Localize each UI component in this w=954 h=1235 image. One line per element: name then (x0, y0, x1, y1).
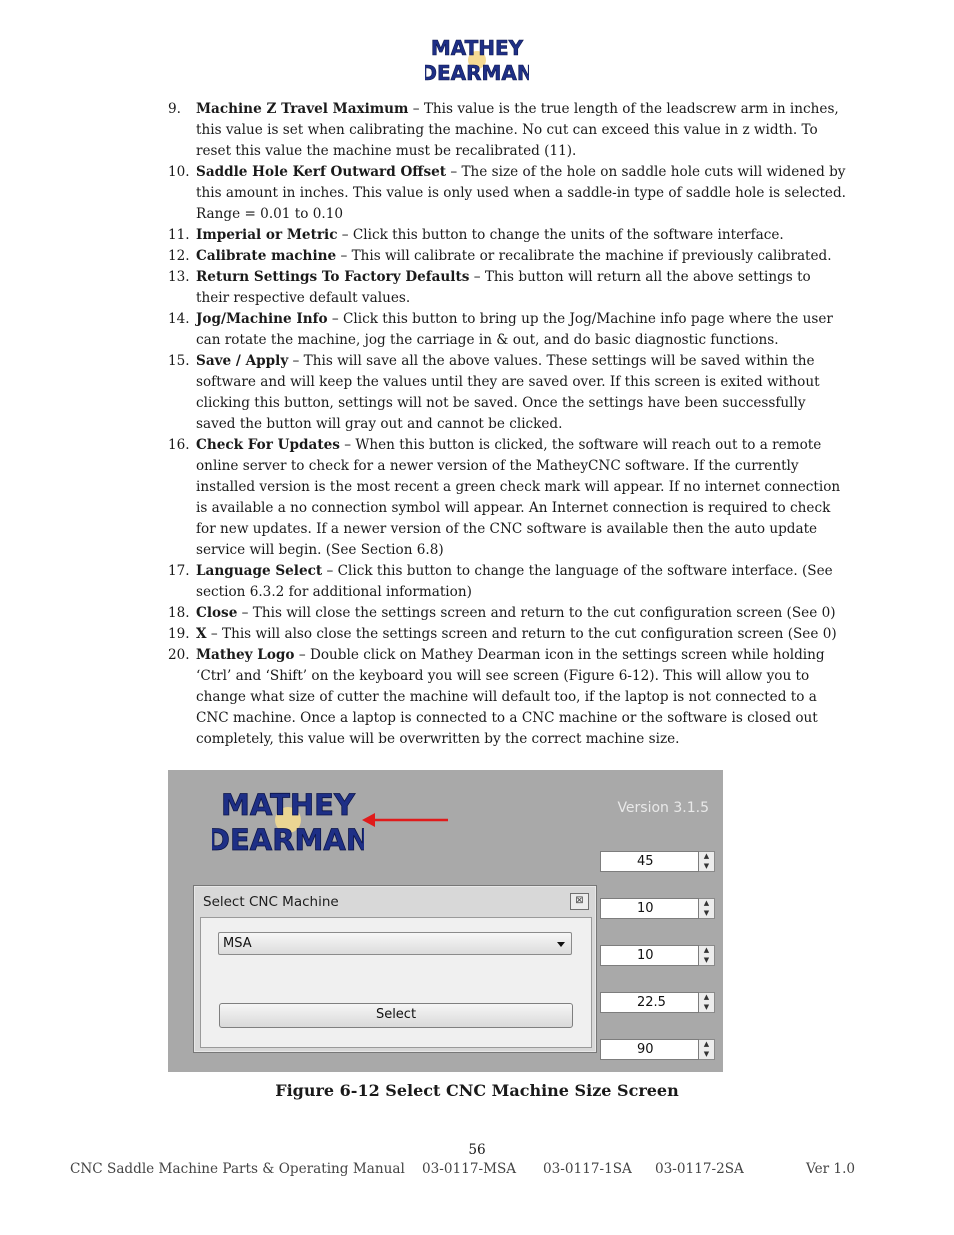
item-term: Saddle Hole Kerf Outward Offset (196, 164, 447, 180)
item-text: – When this button is clicked, the software will reach out to a remote online server to check for a newer version of the MatheyCNC software. If the currently installed version is the most recent a green check mark will appear. If no internet connection is available a no connection symbol will appear. An Internet connection is required to check for new updates. If a newer version of the CNC software is available then the auto update service will begin. (See Section 6.8) (196, 437, 841, 558)
item-term: Return Settings To Factory Defaults (196, 269, 470, 285)
numeric-value[interactable]: 10 (600, 898, 699, 919)
settings-description-list (168, 99, 848, 750)
numeric-value[interactable]: 90 (600, 1039, 699, 1060)
item-term: Save / Apply (196, 353, 289, 369)
version-label: Version 3.1.5 (617, 800, 709, 816)
item-text: – This will calibrate or recalibrate the machine if previously calibrated. (336, 248, 832, 264)
item-number: 12. (168, 248, 190, 264)
item-number: 20. (168, 647, 190, 663)
page-number: 56 (468, 1142, 486, 1158)
close-icon[interactable]: ⊠ (570, 893, 589, 910)
spinner-icon[interactable]: ▲ ▼ (699, 992, 715, 1013)
item-term: Calibrate machine (196, 248, 337, 264)
item-text: – The size of the hole on saddle hole cuts will widened by this amount in inches. This value is only used when a saddle-in type of saddle hole is selected. Range = 0.01 to 0.10 (196, 164, 846, 222)
item-term: Jog/Machine Info (196, 311, 328, 327)
machine-dropdown[interactable] (218, 932, 572, 955)
item-text: – This value is the true length of the leadscrew arm in inches, this value is set when calibrating the machine. No cut can exceed this value in z width. To reset this value the machine must be recalibrated (11). (196, 101, 839, 159)
item-number: 9. (168, 101, 181, 117)
logo-line2: DEARMAN (425, 61, 529, 85)
item-number: 14. (168, 311, 190, 327)
item-number: 16. (168, 437, 190, 453)
item-text: – Click this button to change the language of the software interface. (See section 6.3.2 for additional information) (196, 563, 833, 600)
list-item (168, 225, 848, 246)
spinner-icon[interactable]: ▲ ▼ (699, 945, 715, 966)
list-item (168, 309, 848, 351)
item-term: Close (196, 605, 238, 621)
fig-logo-line2: DEARMAN (212, 823, 364, 857)
list-item (168, 99, 848, 162)
dialog-title: Select CNC Machine (203, 894, 339, 910)
item-number: 13. (168, 269, 190, 285)
numeric-value[interactable]: 22.5 (600, 992, 699, 1013)
item-term: Mathey Logo (196, 647, 295, 663)
footer-manual-title: CNC Saddle Machine Parts & Operating Manual (70, 1161, 405, 1177)
item-text: – This will also close the settings screen and return to the cut configuration screen (See 0) (206, 626, 837, 642)
list-item (168, 645, 848, 750)
footer-part-number: 03-0117-2SA (655, 1161, 744, 1177)
footer-part-number: 03-0117-1SA (543, 1161, 632, 1177)
spinner-icon[interactable]: ▲ ▼ (699, 1039, 715, 1060)
footer-part-number: 03-0117-MSA (422, 1161, 517, 1177)
list-item (168, 267, 848, 309)
list-item (168, 246, 848, 267)
item-number: 15. (168, 353, 190, 369)
numeric-field[interactable] (600, 898, 715, 919)
dialog-body (200, 917, 592, 1048)
list-item (168, 435, 848, 561)
select-cnc-machine-screenshot (168, 770, 723, 1072)
numeric-field[interactable] (600, 851, 715, 872)
numeric-value[interactable]: 45 (600, 851, 699, 872)
item-number: 19. (168, 626, 190, 642)
logo-line1: MATHEY (430, 36, 524, 60)
machine-dropdown-value: MSA (223, 936, 252, 951)
item-term: Machine Z Travel Maximum (196, 101, 409, 117)
item-term: X (196, 626, 207, 642)
item-text: – This will save all the above values. These settings will be saved within the software and will keep the values until they are saved over. If this screen is exited without clicking this button, settings will not be saved. Once the settings have been successfully saved the button will gray out and cannot be clicked. (196, 353, 820, 432)
list-item (168, 162, 848, 225)
item-number: 10. (168, 164, 190, 180)
numeric-field[interactable] (600, 1039, 715, 1060)
mathey-dearman-logo-settings[interactable] (212, 782, 364, 860)
item-number: 18. (168, 605, 190, 621)
item-text: – Click this button to change the units of the software interface. (337, 227, 784, 243)
list-item (168, 603, 848, 624)
select-cnc-machine-dialog (193, 885, 597, 1053)
item-text: – This will close the settings screen and return to the cut configuration screen (See 0) (237, 605, 836, 621)
figure-caption: Figure 6-12 Select CNC Machine Size Screen (275, 1081, 679, 1100)
item-text: – This button will return all the above settings to their respective default values. (196, 269, 811, 306)
select-button[interactable]: Select (219, 1003, 573, 1028)
spinner-icon[interactable]: ▲ ▼ (699, 851, 715, 872)
numeric-field[interactable] (600, 992, 715, 1013)
red-arrow-icon (361, 810, 451, 830)
list-item (168, 624, 848, 645)
item-term: Imperial or Metric (196, 227, 338, 243)
chevron-down-icon[interactable] (557, 942, 565, 947)
numeric-field[interactable] (600, 945, 715, 966)
list-item (168, 351, 848, 435)
mathey-dearman-logo (425, 32, 529, 88)
item-number: 11. (168, 227, 190, 243)
item-text: – Double click on Mathey Dearman icon in the settings screen while holding ‘Ctrl’ and ‘Shift’ on the keyboard you will see screen (Figure 6-12). This will allow you to change what size of cutter the machine will default too, if the laptop is not connected to a CNC machine. Once a laptop is connected to a CNC machine or the software is closed out completely, this value will be overwritten by the correct machine size. (196, 647, 825, 747)
fig-logo-line1: MATHEY (221, 788, 355, 822)
footer-version: Ver 1.0 (806, 1161, 856, 1177)
list-item (168, 561, 848, 603)
item-term: Language Select (196, 563, 323, 579)
item-number: 17. (168, 563, 190, 579)
item-text: – Click this button to bring up the Jog/Machine info page where the user can rotate the machine, jog the carriage in & out, and do basic diagnostic functions. (196, 311, 833, 348)
spinner-icon[interactable]: ▲ ▼ (699, 898, 715, 919)
numeric-value[interactable]: 10 (600, 945, 699, 966)
item-term: Check For Updates (196, 437, 340, 453)
